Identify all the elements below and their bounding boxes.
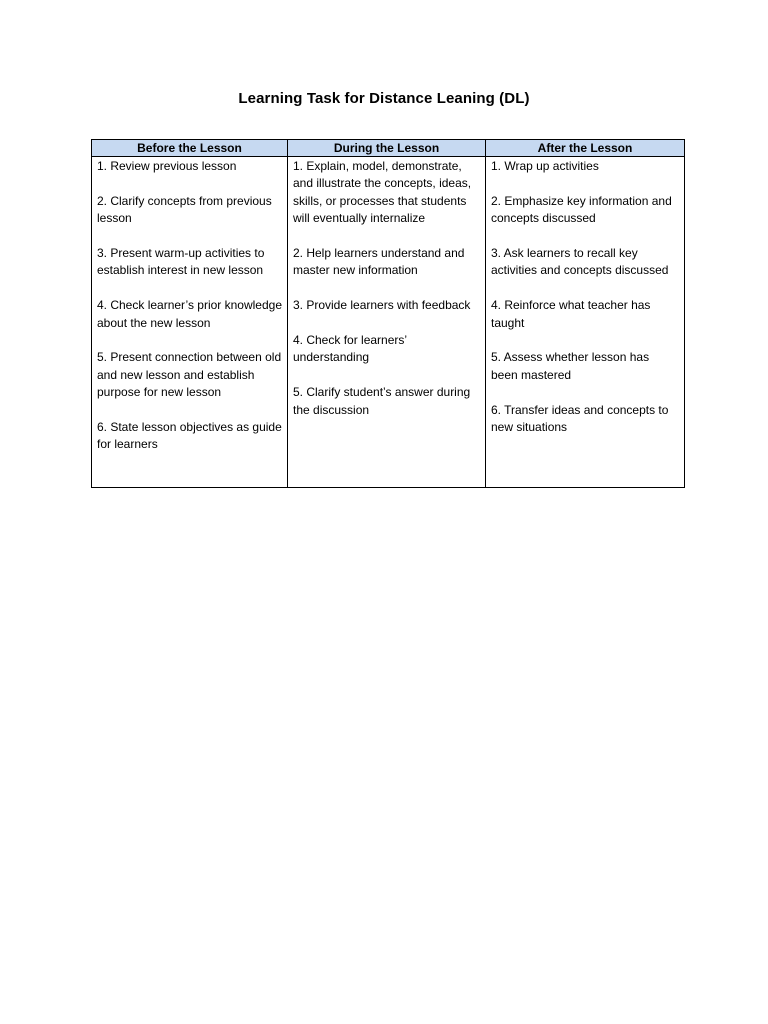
before-item-3: 3. Present warm-up activities to establish interest in new lesson — [97, 246, 265, 278]
before-item-1: 1. Review previous lesson — [97, 159, 237, 173]
during-item-5: 5. Clarify student’s answer during the discussion — [293, 385, 471, 417]
after-item-2: 2. Emphasize key information and concepts discussed — [491, 193, 672, 226]
table-header-row — [92, 140, 685, 157]
before-item-6: 6. State lesson objectives as guide for learners — [97, 420, 282, 452]
header-during-the-lesson: During the Lesson — [288, 140, 486, 157]
before-the-lesson-cell — [92, 157, 288, 488]
after-the-lesson-cell — [486, 157, 685, 488]
before-item-5: 5. Present connection between old and new lesson and establish purpose for new lesson — [97, 350, 282, 400]
document-title: Learning Task for Distance Leaning (DL) — [238, 90, 530, 107]
lesson-task-table — [91, 139, 685, 488]
during-the-lesson-cell — [288, 157, 486, 488]
after-item-6: 6. Transfer ideas and concepts to new situations — [491, 402, 669, 435]
before-item-2: 2. Clarify concepts from previous lesson — [97, 193, 272, 226]
during-item-2: 2. Help learners understand and master new information — [293, 246, 465, 278]
after-item-5: 5. Assess whether lesson has been mastered — [491, 350, 650, 382]
header-after-the-lesson: After the Lesson — [486, 140, 685, 157]
during-item-4: 4. Check for learners’ understanding — [293, 333, 407, 365]
after-item-1: 1. Wrap up activities — [491, 159, 599, 173]
during-item-1: 1. Explain, model, demonstrate, and illustrate the concepts, ideas, skills, or processes that students will eventually internalize — [293, 159, 472, 226]
after-item-3: 3. Ask learners to recall key activities and concepts discussed — [491, 246, 669, 278]
before-item-4: 4. Check learner’s prior knowledge about the new lesson — [97, 298, 282, 330]
after-item-4: 4. Reinforce what teacher has taught — [491, 298, 651, 330]
table-row — [92, 157, 685, 488]
during-item-3: 3. Provide learners with feedback — [293, 298, 471, 313]
header-before-the-lesson: Before the Lesson — [92, 140, 288, 157]
